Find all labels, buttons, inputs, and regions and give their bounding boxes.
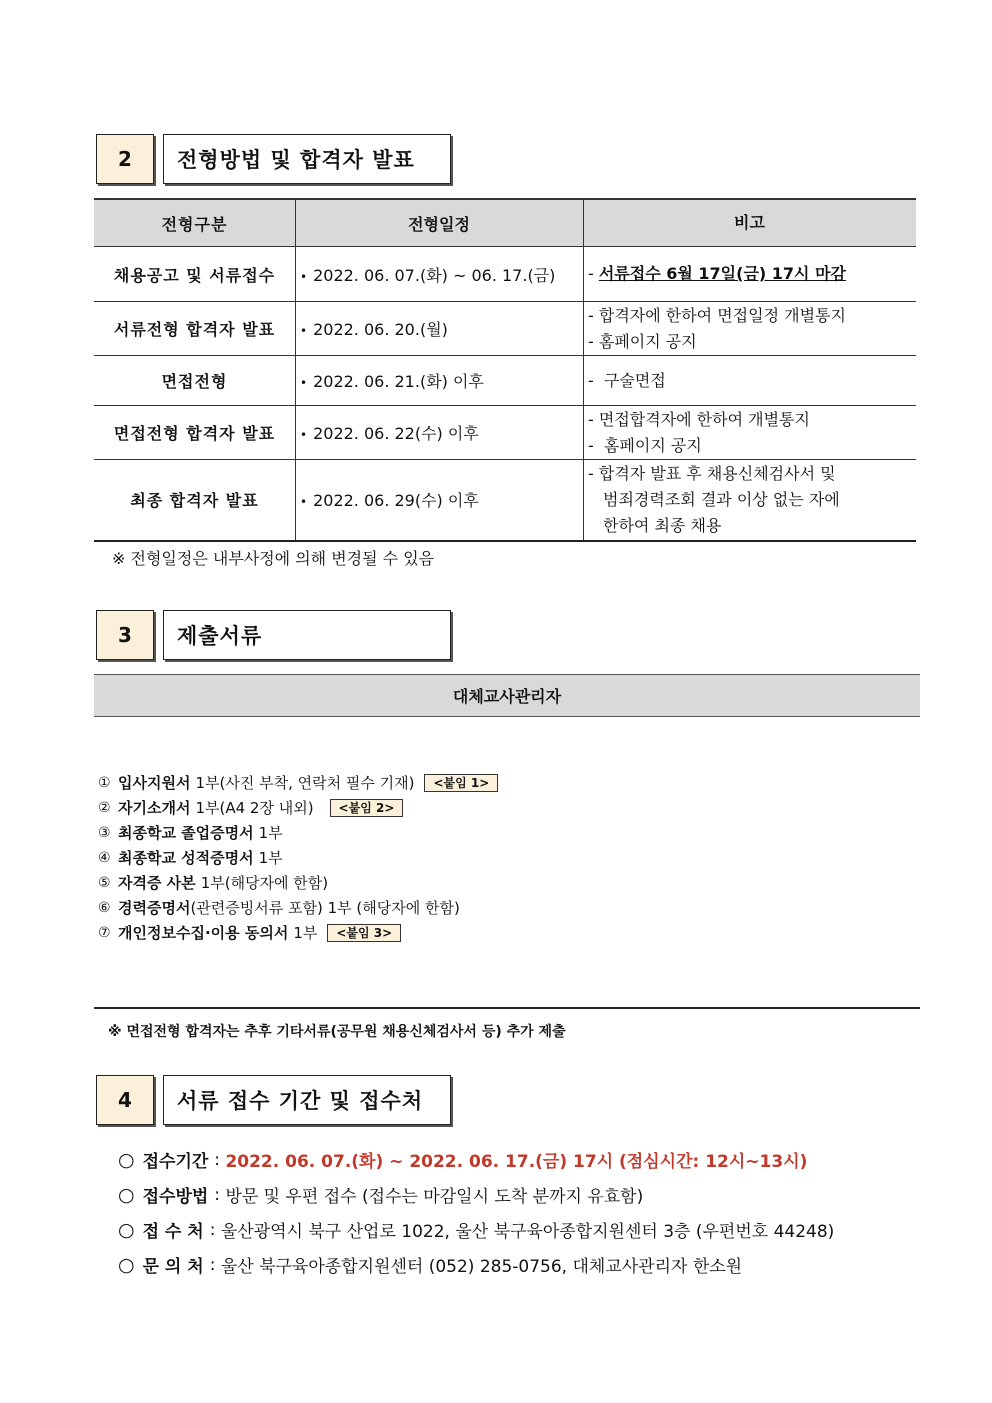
list-item: ⑥ 경력증명서 (관련증빙서류 포함) 1부 (해당자에 한함) bbox=[98, 899, 460, 917]
stage-cell: 서류전형 합격자 발표 bbox=[94, 302, 296, 356]
table-row bbox=[94, 247, 916, 302]
date-cell: • 2022. 06. 20.(월) bbox=[296, 302, 584, 356]
position-bar: 대체교사관리자 bbox=[94, 674, 920, 717]
header-stage: 전형구분 bbox=[94, 199, 296, 247]
list-item: ⑤ 자격증 사본 1부(해당자에 한함) bbox=[98, 874, 329, 892]
date-cell: • 2022. 06. 21.(화) 이후 bbox=[296, 356, 584, 406]
info-row-place: ○ 접 수 처 : 울산광역시 북구 산업로 1022, 울산 북구육아종합지원센터 3층 (우편번호 44248) bbox=[118, 1218, 835, 1242]
table-row bbox=[94, 460, 916, 541]
section-2-number: 2 bbox=[96, 134, 154, 184]
remarks-cell: - 구술면접 bbox=[584, 356, 917, 406]
stage-cell: 최종 합격자 발표 bbox=[94, 460, 296, 541]
list-item: ⑦ 개인정보수집·이용 동의서 1부 <붙임 3> bbox=[98, 920, 498, 945]
info-row-period: ○ 접수기간 : 2022. 06. 07.(화) ~ 2022. 06. 17.(금) 17시 (점심시간: 12시~13시) bbox=[118, 1148, 808, 1172]
remarks-cell: - 합격자에 한하여 면접일정 개별통지 - 홈페이지 공지 bbox=[584, 302, 917, 356]
header-date: 전형일정 bbox=[296, 199, 584, 247]
info-row-contact: ○ 문 의 처 : 울산 북구육아종합지원센터 (052) 285-0756, 대체교사관리자 한소원 bbox=[118, 1253, 743, 1277]
documents-list bbox=[98, 770, 498, 945]
header-remarks: 비고 bbox=[584, 199, 917, 247]
date-cell: • 2022. 06. 22(수) 이후 bbox=[296, 406, 584, 460]
remarks-cell: - 면접합격자에 한하여 개별통지 - 홈페이지 공지 bbox=[584, 406, 917, 460]
list-item: ③ 최종학교 졸업증명서 1부 bbox=[98, 824, 283, 842]
additional-documents-note: ※ 면접전형 합격자는 추후 기타서류(공무원 채용신체검사서 등) 추가 제출 bbox=[108, 1024, 566, 1040]
table-row bbox=[94, 356, 916, 406]
stage-cell: 면접전형 bbox=[94, 356, 296, 406]
section-4-title: 서류 접수 기간 및 접수처 bbox=[163, 1075, 451, 1125]
info-row-method: ○ 접수방법 : 방문 및 우편 접수 (접수는 마감일시 도착 분까지 유효함) bbox=[118, 1183, 644, 1207]
circle-bullet-icon: ○ bbox=[118, 1148, 135, 1171]
schedule-table bbox=[94, 198, 916, 542]
divider bbox=[94, 1007, 920, 1009]
section-3-number: 3 bbox=[96, 610, 154, 660]
attachment-tag: <붙임 2> bbox=[330, 799, 404, 817]
table-row bbox=[94, 406, 916, 460]
list-item: ④ 최종학교 성적증명서 1부 bbox=[98, 849, 283, 867]
stage-cell: 면접전형 합격자 발표 bbox=[94, 406, 296, 460]
circle-bullet-icon: ○ bbox=[118, 1253, 135, 1276]
application-info bbox=[118, 1142, 834, 1282]
list-item: ② 자기소개서 1부(A4 2장 내외) <붙임 2> bbox=[98, 795, 498, 820]
table-header-row bbox=[94, 199, 916, 247]
deadline-text: 서류접수 6월 17일(금) 17시 마감 bbox=[598, 264, 846, 283]
schedule-note: ※ 전형일정은 내부사정에 의해 변경될 수 있음 bbox=[112, 549, 435, 568]
attachment-tag: <붙임 3> bbox=[327, 924, 401, 942]
date-cell: • 2022. 06. 07.(화) ~ 06. 17.(금) bbox=[296, 247, 584, 302]
date-cell: • 2022. 06. 29(수) 이후 bbox=[296, 460, 584, 541]
table-row bbox=[94, 302, 916, 356]
stage-cell: 채용공고 및 서류접수 bbox=[94, 247, 296, 302]
section-2-title: 전형방법 및 합격자 발표 bbox=[163, 134, 451, 184]
circle-bullet-icon: ○ bbox=[118, 1183, 135, 1206]
section-4-number: 4 bbox=[96, 1075, 154, 1125]
remarks-cell: - 서류접수 6월 17일(금) 17시 마감 bbox=[584, 247, 917, 302]
circle-bullet-icon: ○ bbox=[118, 1218, 135, 1241]
remarks-cell: - 합격자 발표 후 채용신체검사서 및 범죄경력조회 결과 이상 없는 자에 한하여 최종 채용 bbox=[584, 460, 917, 541]
period-value: 2022. 06. 07.(화) ~ 2022. 06. 17.(금) 17시 (점심시간: 12시~13시) bbox=[225, 1152, 808, 1172]
section-3-title: 제출서류 bbox=[163, 610, 451, 660]
attachment-tag: <붙임 1> bbox=[424, 774, 498, 792]
list-item: ① 입사지원서 1부(사진 부착, 연락처 필수 기재) <붙임 1> bbox=[98, 770, 498, 795]
